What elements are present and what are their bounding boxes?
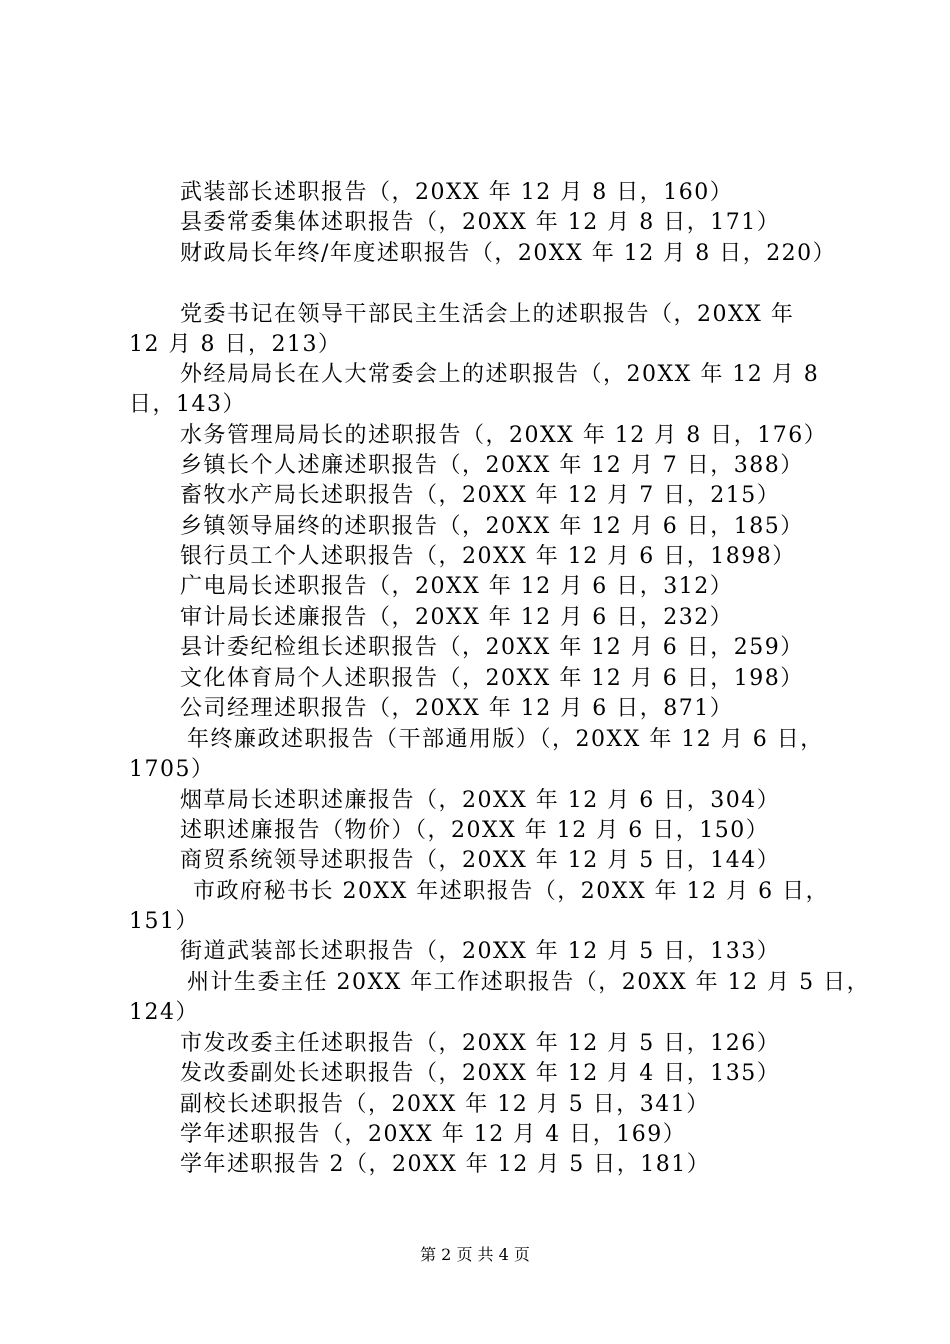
report-entry: 发改委副处长述职报告（，20XX 年 12 月 4 日，135） — [180, 1061, 781, 1086]
report-entry: 乡镇长个人述廉述职报告（，20XX 年 12 月 7 日，388） — [180, 453, 804, 478]
report-entry: 学年述职报告（，20XX 年 12 月 4 日，169） — [180, 1122, 687, 1147]
report-entry-continuation: 1705） — [129, 757, 215, 782]
report-entry: 烟草局长述职述廉报告（，20XX 年 12 月 6 日，304） — [180, 788, 781, 813]
report-entry: 街道武装部长述职报告（，20XX 年 12 月 5 日，133） — [180, 939, 781, 964]
report-entry: 县计委纪检组长述职报告（，20XX 年 12 月 6 日，259） — [180, 635, 804, 660]
report-entry: 副校长述职报告（，20XX 年 12 月 5 日，341） — [180, 1092, 710, 1117]
report-entry: 学年述职报告 2（，20XX 年 12 月 5 日，181） — [180, 1152, 711, 1177]
report-entry-continuation: 日，143） — [129, 392, 246, 417]
report-entry: 乡镇领导届终的述职报告（，20XX 年 12 月 6 日，185） — [180, 514, 804, 539]
report-entry: 审计局长述廉报告（，20XX 年 12 月 6 日，232） — [180, 605, 734, 630]
report-entry: 商贸系统领导述职报告（，20XX 年 12 月 5 日，144） — [180, 848, 781, 873]
report-entry: 水务管理局局长的述职报告（，20XX 年 12 月 8 日，176） — [180, 423, 828, 448]
report-entry: 文化体育局个人述职报告（，20XX 年 12 月 6 日，198） — [180, 666, 804, 691]
report-entry: 广电局长述职报告（，20XX 年 12 月 6 日，312） — [180, 574, 734, 599]
report-entry: 畜牧水产局长述职报告（，20XX 年 12 月 7 日，215） — [180, 483, 781, 508]
report-entry: 银行员工个人述职报告（，20XX 年 12 月 6 日，1898） — [180, 544, 796, 569]
page-footer: 第 2 页 共 4 页 — [420, 1245, 530, 1264]
report-entry: 财政局长年终/年度述职报告（，20XX 年 12 月 8 日，220） — [180, 241, 837, 266]
report-entry: 县委常委集体述职报告（，20XX 年 12 月 8 日，171） — [180, 210, 781, 235]
report-entry: 市政府秘书长 20XX 年述职报告（，20XX 年 12 月 6 日， — [193, 879, 830, 904]
report-entry: 党委书记在领导干部民主生活会上的述职报告（，20XX 年 — [180, 302, 795, 327]
report-entry-continuation: 124） — [129, 1000, 199, 1025]
report-entry-continuation: 12 月 8 日，213） — [129, 332, 342, 357]
report-entry: 市发改委主任述职报告（，20XX 年 12 月 5 日，126） — [180, 1031, 781, 1056]
report-entry: 述职述廉报告（物价）（，20XX 年 12 月 6 日，150） — [180, 818, 770, 843]
report-entry: 州计生委主任 20XX 年工作述职报告（，20XX 年 12 月 5 日， — [187, 970, 871, 995]
report-entry: 武装部长述职报告（，20XX 年 12 月 8 日，160） — [180, 180, 734, 205]
report-entry: 公司经理述职报告（，20XX 年 12 月 6 日，871） — [180, 696, 734, 721]
report-entry-continuation: 151） — [129, 909, 199, 934]
report-entry: 外经局局长在人大常委会上的述职报告（，20XX 年 12 月 8 — [180, 362, 820, 387]
report-entry: 年终廉政述职报告（干部通用版）（，20XX 年 12 月 6 日， — [187, 727, 824, 752]
